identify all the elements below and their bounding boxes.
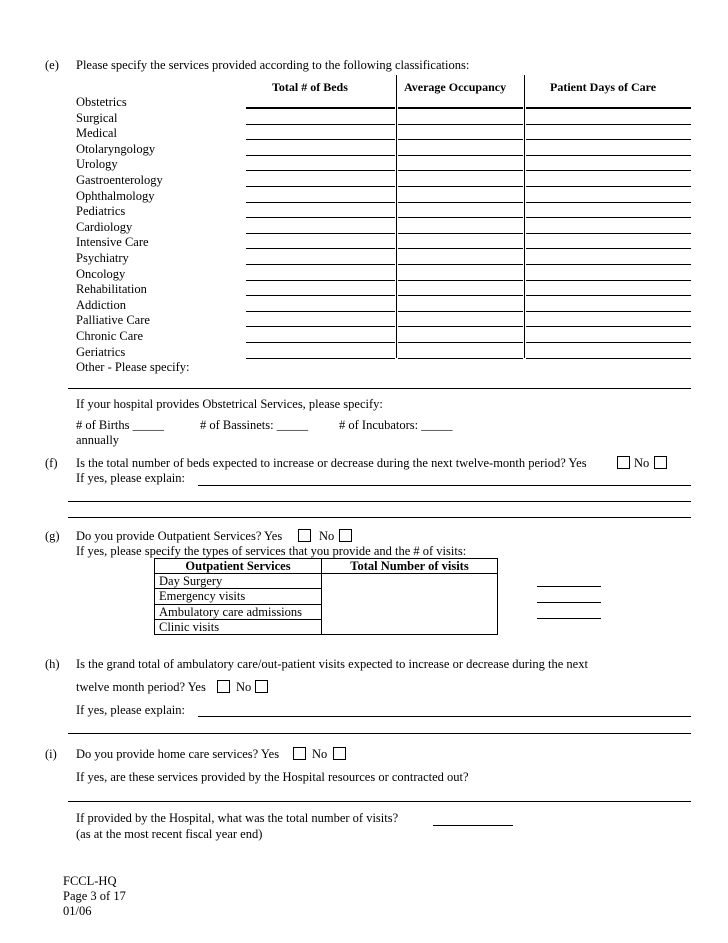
classification-label: Urology bbox=[76, 157, 118, 172]
g-no-label: No bbox=[319, 529, 335, 543]
occupancy-input-line[interactable] bbox=[398, 358, 523, 359]
beds-input-line[interactable] bbox=[246, 217, 395, 218]
beds-input-line[interactable] bbox=[246, 342, 395, 343]
i-resources-question: If yes, are these services provided by the Hospital resources or contracted out? bbox=[76, 770, 469, 784]
patient-days-input-line[interactable] bbox=[526, 186, 691, 187]
total-visits-header: Total Number of visits bbox=[322, 559, 498, 574]
obstetric-prompt: If your hospital provides Obstetrical Services, please specify: bbox=[76, 397, 383, 411]
patient-days-input-line[interactable] bbox=[526, 342, 691, 343]
f-explain-line-1[interactable] bbox=[198, 485, 691, 486]
patient-days-input-line[interactable] bbox=[526, 217, 691, 218]
classification-label: Other - Please specify: bbox=[76, 360, 190, 375]
footer-date: 01/06 bbox=[63, 904, 92, 918]
table-divider-1 bbox=[396, 75, 397, 358]
day-surgery-visits-blank[interactable] bbox=[537, 586, 601, 587]
g-yes-checkbox[interactable] bbox=[298, 529, 311, 542]
i-no-checkbox[interactable] bbox=[333, 747, 346, 760]
occupancy-input-line[interactable] bbox=[398, 124, 523, 125]
classification-label: Oncology bbox=[76, 266, 126, 281]
beds-input-line[interactable] bbox=[246, 358, 395, 359]
beds-input-line[interactable] bbox=[246, 186, 395, 187]
occupancy-input-line[interactable] bbox=[398, 155, 523, 156]
classification-label: Intensive Care bbox=[76, 235, 149, 250]
patient-days-input-line[interactable] bbox=[526, 202, 691, 203]
classification-label: Ophthalmology bbox=[76, 188, 155, 203]
beds-input-line[interactable] bbox=[246, 233, 395, 234]
emergency-visits-blank[interactable] bbox=[537, 602, 601, 603]
patient-days-input-line[interactable] bbox=[526, 295, 691, 296]
classification-label: Psychiatry bbox=[76, 251, 129, 265]
service-clinic: Clinic visits bbox=[155, 619, 322, 634]
g-no-checkbox[interactable] bbox=[339, 529, 352, 542]
classification-label: Otolaryngology bbox=[76, 141, 156, 156]
classification-label: Rehabilitation bbox=[76, 282, 147, 297]
service-emergency: Emergency visits bbox=[155, 589, 322, 604]
occupancy-input-line[interactable] bbox=[398, 311, 523, 312]
occupancy-input-line[interactable] bbox=[398, 264, 523, 265]
section-f-label: (f) bbox=[45, 456, 58, 470]
f-explain-line-2[interactable] bbox=[68, 501, 691, 502]
section-h-question: Is the grand total of ambulatory care/out-patient visits expected to increase or decrease during the next bbox=[76, 657, 588, 671]
visits-cell bbox=[322, 574, 498, 635]
classification-label: Chronic Care bbox=[76, 329, 143, 343]
service-ambulatory: Ambulatory care admissions bbox=[155, 604, 322, 619]
h-no-label: No bbox=[236, 680, 252, 694]
table-header-rule bbox=[526, 107, 691, 108]
classification-label: Palliative Care bbox=[76, 313, 150, 328]
ambulatory-visits-blank[interactable] bbox=[537, 618, 601, 619]
col-average-occupancy: Average Occupancy bbox=[404, 80, 507, 94]
births-field[interactable]: # of Births _____ bbox=[76, 418, 164, 432]
classification-label: Addiction bbox=[76, 297, 126, 312]
patient-days-input-line[interactable] bbox=[526, 248, 691, 249]
patient-days-input-line[interactable] bbox=[526, 311, 691, 312]
occupancy-input-line[interactable] bbox=[398, 326, 523, 327]
beds-input-line[interactable] bbox=[246, 264, 395, 265]
beds-input-line[interactable] bbox=[246, 248, 395, 249]
g-specify-label: If yes, please specify the types of services that you provide and the # of visits: bbox=[76, 544, 467, 558]
bassinets-field[interactable]: # of Bassinets: _____ bbox=[200, 418, 308, 432]
section-g-question: Do you provide Outpatient Services? Yes bbox=[76, 529, 283, 543]
occupancy-input-line[interactable] bbox=[398, 342, 523, 343]
section-i-question: Do you provide home care services? Yes bbox=[76, 747, 280, 761]
other-specify-line[interactable] bbox=[68, 388, 691, 389]
h-no-checkbox[interactable] bbox=[255, 680, 268, 693]
section-e-label: (e) bbox=[45, 58, 59, 72]
section-e-question: Please specify the services provided according to the following classifications: bbox=[76, 58, 470, 72]
beds-input-line[interactable] bbox=[246, 311, 395, 312]
occupancy-input-line[interactable] bbox=[398, 170, 523, 171]
beds-input-line[interactable] bbox=[246, 155, 395, 156]
classification-label: Obstetrics bbox=[76, 95, 127, 109]
i-yes-checkbox[interactable] bbox=[293, 747, 306, 760]
outpatient-table bbox=[154, 558, 498, 635]
service-day-surgery: Day Surgery bbox=[155, 574, 322, 589]
patient-days-input-line[interactable] bbox=[526, 170, 691, 171]
patient-days-input-line[interactable] bbox=[526, 139, 691, 140]
patient-days-input-line[interactable] bbox=[526, 233, 691, 234]
occupancy-input-line[interactable] bbox=[398, 139, 523, 140]
occupancy-input-line[interactable] bbox=[398, 280, 523, 281]
h-yes-checkbox[interactable] bbox=[217, 680, 230, 693]
footer-page-number: Page 3 of 17 bbox=[63, 889, 126, 903]
i-fiscal-note: (as at the most recent fiscal year end) bbox=[76, 827, 263, 841]
beds-input-line[interactable] bbox=[246, 280, 395, 281]
occupancy-input-line[interactable] bbox=[398, 233, 523, 234]
occupancy-input-line[interactable] bbox=[398, 248, 523, 249]
incubators-field[interactable]: # of Incubators: _____ bbox=[339, 418, 453, 432]
i-visits-question: If provided by the Hospital, what was the total number of visits? bbox=[76, 811, 399, 825]
classification-label: Pediatrics bbox=[76, 204, 126, 219]
section-i-label: (i) bbox=[45, 747, 57, 761]
classification-label: Surgical bbox=[76, 110, 118, 125]
patient-days-input-line[interactable] bbox=[526, 124, 691, 125]
occupancy-input-line[interactable] bbox=[398, 295, 523, 296]
beds-input-line[interactable] bbox=[246, 124, 395, 125]
beds-input-line[interactable] bbox=[246, 326, 395, 327]
beds-input-line[interactable] bbox=[246, 295, 395, 296]
section-h-question2: twelve month period? Yes bbox=[76, 680, 206, 694]
occupancy-input-line[interactable] bbox=[398, 202, 523, 203]
col-patient-days: Patient Days of Care bbox=[550, 80, 657, 94]
f-yes-checkbox[interactable] bbox=[617, 456, 630, 469]
outpatient-services-header: Outpatient Services bbox=[155, 559, 322, 574]
section-g-label: (g) bbox=[45, 529, 60, 543]
h-explain-label: If yes, please explain: bbox=[76, 703, 185, 717]
i-visits-blank[interactable] bbox=[433, 825, 513, 826]
classification-label: Cardiology bbox=[76, 219, 133, 234]
occupancy-input-line[interactable] bbox=[398, 186, 523, 187]
table-header-rule bbox=[398, 107, 523, 108]
f-no-checkbox[interactable] bbox=[654, 456, 667, 469]
classification-label: Gastroenterology bbox=[76, 173, 163, 187]
patient-days-input-line[interactable] bbox=[526, 358, 691, 359]
table-divider-2 bbox=[524, 75, 525, 358]
footer-form-code: FCCL-HQ bbox=[63, 874, 117, 888]
beds-input-line[interactable] bbox=[246, 202, 395, 203]
f-no-label: No bbox=[634, 456, 650, 470]
section-h-label: (h) bbox=[45, 657, 60, 671]
f-explain-line-3[interactable] bbox=[68, 517, 691, 518]
patient-days-input-line[interactable] bbox=[526, 280, 691, 281]
table-header-rule bbox=[246, 107, 395, 108]
classification-label: Geriatrics bbox=[76, 344, 126, 359]
occupancy-input-line[interactable] bbox=[398, 217, 523, 218]
section-f-question: Is the total number of beds expected to increase or decrease during the next twelve-month period? Yes bbox=[76, 456, 587, 470]
annually-label: annually bbox=[76, 433, 120, 447]
patient-days-input-line[interactable] bbox=[526, 108, 691, 109]
beds-input-line[interactable] bbox=[246, 108, 395, 109]
patient-days-input-line[interactable] bbox=[526, 264, 691, 265]
i-no-label: No bbox=[312, 747, 328, 761]
h-explain-line-1[interactable] bbox=[198, 716, 691, 717]
col-total-beds: Total # of Beds bbox=[272, 80, 348, 94]
beds-input-line[interactable] bbox=[246, 139, 395, 140]
patient-days-input-line[interactable] bbox=[526, 326, 691, 327]
classification-label: Medical bbox=[76, 126, 117, 141]
occupancy-input-line[interactable] bbox=[398, 108, 523, 109]
i-resources-line[interactable] bbox=[68, 801, 691, 802]
patient-days-input-line[interactable] bbox=[526, 155, 691, 156]
beds-input-line[interactable] bbox=[246, 170, 395, 171]
f-explain-label: If yes, please explain: bbox=[76, 471, 185, 485]
h-explain-line-2[interactable] bbox=[68, 733, 691, 734]
